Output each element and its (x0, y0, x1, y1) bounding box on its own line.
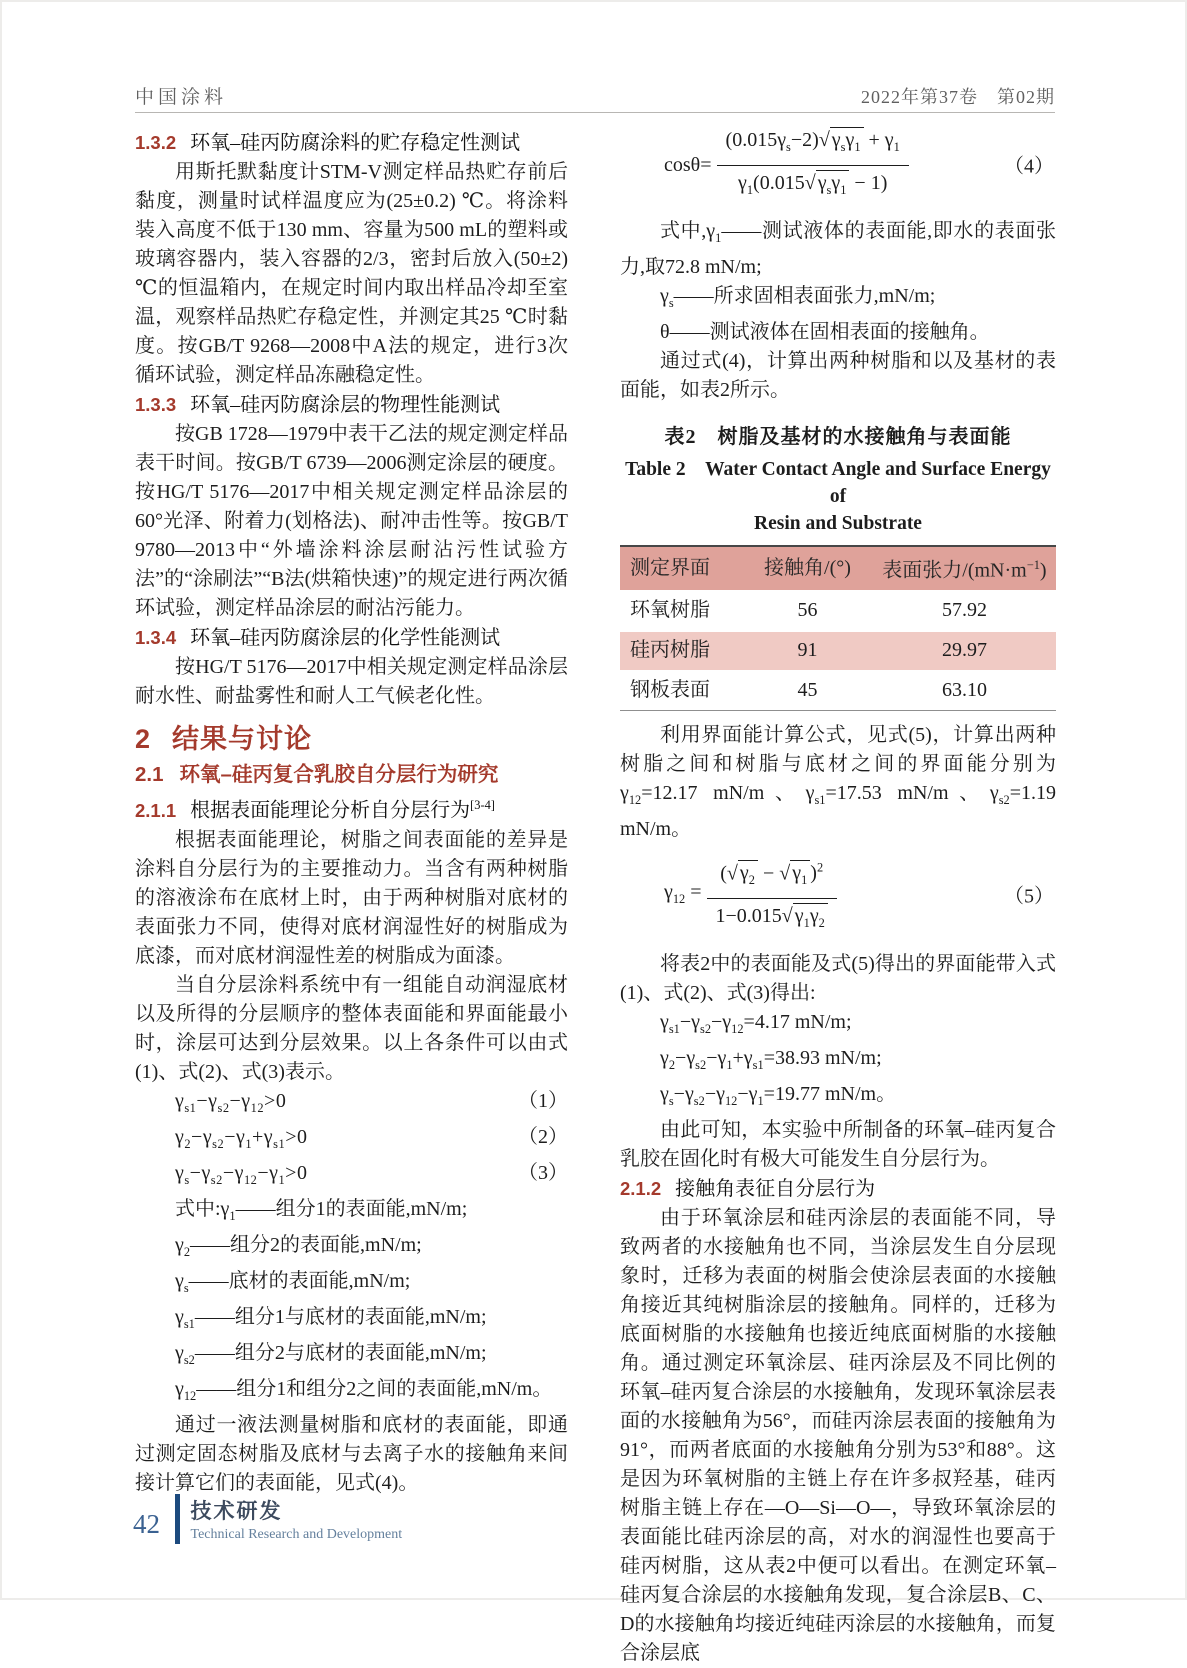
symbol-definition: $\gamma_{s2}——$组分2与底材的表面能,mN/m; (175, 1341, 487, 1367)
paragraph-one-liquid-method: 通过一液法测量树脂和底材的表面能，即通过测定固态树脂及底材与去离子水的接触角来间接计算它们的表面能，见式(4)。 (135, 1413, 568, 1494)
table-title-en-line1: Table 2 Water Contact Angle and Surface Energy of (625, 459, 1051, 507)
paragraph-conclusion-selfstratify: 由此可知，本实验中所制备的环氧–硅丙复合乳胶在固化时有极大可能发生自分层行为。 (620, 1119, 1056, 1171)
fraction-numerator (707, 854, 837, 900)
equation-5 (620, 844, 1056, 951)
issue-info: 2022年第37卷 第02期 (861, 87, 1055, 107)
paragraph-storage-stability: 用斯托默黏度计STM-V测定样品热贮存前后黏度，测量时试样温度应为(25±0.2) ℃。将涂料装入高度不低于130 mm、容量为500 mL的塑料或玻璃容器内，装入容器的2/3，密封后放入(50±2) ℃的恒温箱内，在规定时间内取出样品冷却至室温，观察样品热贮存稳定性，并测定其25 ℃时黏度。按GB/T 9268—2008中A法的规定，进行3次循环试验，测定样品冻融稳定性。 (135, 161, 568, 386)
paragraph-interfacial-energy: 利用界面能计算公式，见式(5)，计算出两种树脂之间和树脂与底材之间的界面能分别为$\gamma_{12}=12.17$ mN/m、$\gamma_{s1}=17.53$ mN/m、$\gamma_{s2}=1.19$ mN/m。 (620, 723, 1057, 840)
section-number: 2 (135, 724, 151, 754)
paragraph-surface-energy-theory: 根据表面能理论，树脂之间表面能的差异是涂料自分层行为的主要推动力。当含有两种树脂的溶液涂布在底材上时，由于两种树脂对底材的表面张力不同，使得对底材润湿性好的树脂成为底漆，而对底材润湿性差的树脂成为面漆。 (135, 828, 568, 967)
paragraph-delamination-conditions: 当自分层涂料系统中有一组能自动润湿底材以及所得的分层顺序的整体表面能和界面能最小时，涂层可达到分层效果。以上各条件可以由式(1)、式(2)、式(3)表示。 (135, 973, 568, 1083)
radicand: $\gamma_s\gamma_1$ (816, 170, 850, 194)
radicand: $\gamma_2$ (738, 860, 758, 884)
section-number: 1.3.2 (135, 132, 177, 153)
fraction-denominator (707, 899, 837, 938)
paragraph-chemical-tests: 按HG/T 5176—2017中相关规定测定样品涂层耐水性、耐盐雾性和耐人工气候老化性。 (135, 656, 568, 707)
term: )$^2$ (810, 860, 824, 885)
section-title: 接触角表征自分层行为 (675, 1178, 876, 1201)
equation-formula: $\gamma_s-\gamma_{s2}-\gamma_{12}-\gamma_1>0$ (175, 1161, 308, 1187)
section-heading-2-1-2 (620, 1174, 1056, 1204)
table-row (620, 671, 1056, 711)
section-title: 环氧–硅丙防腐涂层的物理性能测试 (190, 394, 501, 416)
cell-interface: 钢板表面 (630, 679, 710, 702)
section-title: 环氧–硅丙复合乳胶自分层行为研究 (179, 763, 499, 786)
col-header-surface-tension: 表面张力$/(mN\cdot m^{-1})$ (873, 546, 1056, 591)
table-header-row (620, 546, 1056, 591)
square-root: √ $\gamma_s\gamma_1$ (819, 127, 864, 151)
symbol-definition: 式中$:\gamma_1——$组分1的表面能,mN/m; (175, 1197, 468, 1223)
result-equation: $\gamma_2-\gamma_{s2}-\gamma_1+\gamma_{s1}=38.93$ mN/m; (660, 1047, 882, 1073)
cell-angle: 45 (797, 679, 818, 702)
fraction (707, 854, 837, 939)
equation-lhs: $\gamma_{12}$ = (664, 880, 702, 906)
cell-tension: 29.97 (873, 631, 1056, 671)
footer-section-en: Technical Research and Development (190, 1527, 403, 1542)
section-number: 1.3.4 (135, 627, 177, 648)
symbol-definition: $\gamma_s——$所求固相表面张力,mN/m; (660, 285, 936, 310)
paragraph-substitution-intro: 将表2中的表面能及式(5)得出的界面能带入式(1)、式(2)、式(3)得出: (620, 953, 1056, 1005)
symbol-definition: 式中$,\gamma_1——$测试液体的表面能,即水的表面张力,取72.8 mN/m; (620, 220, 1057, 278)
equation-formula: $\gamma_2-\gamma_{s2}-\gamma_1+\gamma_{s1}>0$ (175, 1125, 308, 1151)
equation-number: （4） (1004, 155, 1054, 177)
cell-interface: 硅丙树脂 (620, 631, 742, 671)
equation-4 (620, 116, 1056, 217)
symbol-definition: $\gamma_{12}——$组分1和组分2之间的表面能,mN/m。 (175, 1377, 553, 1403)
page-footer (133, 1494, 402, 1544)
section-number: 2.1 (135, 763, 164, 786)
symbol-definition: θ——测试液体在固相表面的接触角。 (660, 321, 990, 343)
radicand: $\gamma_1\gamma_2$ (793, 903, 828, 927)
contact-angle-table (620, 545, 1056, 711)
equation-formula (664, 854, 842, 939)
square-root: √ $\gamma_s\gamma_1$ (805, 170, 850, 194)
section-heading-2-1-1 (135, 791, 568, 826)
table2-block (620, 423, 1056, 711)
cell-interface: 环氧树脂 (630, 599, 710, 622)
section-number: 2.1.2 (620, 1178, 662, 1200)
equation-number: （2） (518, 1125, 568, 1148)
cell-tension: 57.92 (941, 599, 987, 622)
footer-section-label (191, 1495, 403, 1543)
square-root: √ $\gamma_2$ (727, 860, 758, 884)
fraction (717, 126, 909, 205)
section-title: 根据表面能理论分析自分层行为[3-4] (190, 798, 495, 822)
footer-section-cn: 技术研发 (190, 1500, 283, 1523)
section-number: 2.1.1 (135, 799, 177, 821)
equation-number: （3） (518, 1161, 568, 1184)
section-title: 环氧–硅丙防腐涂层的化学性能测试 (190, 627, 501, 649)
term: − 1) (849, 172, 888, 194)
col-header-interface: 测定界面 (620, 546, 742, 591)
term: − (757, 862, 780, 885)
section-heading-1-3-4 (135, 623, 568, 653)
table-row (620, 591, 1056, 631)
equation-number: （1） (518, 1089, 568, 1112)
left-column (135, 128, 568, 1498)
fraction-denominator (717, 166, 909, 205)
paragraph-contact-angle-characterization: 由于环氧涂层和硅丙涂层的表面能不同，导致两者的水接触角也不同，当涂层发生自分层现象时，迁移为表面的树脂会使涂层表面的水接触角接近其纯树脂涂层的接触角。同样的，迁移为底面树脂的水接触角也接近纯底面树脂的水接触角。通过测定环氧涂层、硅丙涂层及不同比例的环氧–硅丙复合涂层的水接触角，发现环氧涂层表面的水接触角为56°，而硅丙涂层表面的接触角为91°，而两者底面的水接触角分别为53°和88°。这是因为环氧树脂的主链上存在许多叔羟基，硅丙树脂主链上存在—O—Si—O—，导致环氧涂层的表面能比硅丙涂层的高，对水的润湿性也要高于硅丙树脂，这从表2中便可以看出。在测定环氧–硅丙复合涂层的水接触角发现，复合涂层B、C、D的水接触角均接近纯硅丙涂层的水接触角，而复合涂层底 (620, 1207, 1056, 1665)
section-heading-1-3-3 (135, 390, 568, 420)
col-header-contact-angle: 接触角/(°) (742, 546, 873, 591)
term: ( (720, 862, 727, 885)
result-equation: $\gamma_{s1}-\gamma_{s2}-\gamma_{12}=4.17$ mN/m; (660, 1011, 852, 1037)
term: 1−0.015 (715, 905, 782, 928)
paragraph-physical-tests: 按GB 1728—1979中表干乙法的规定测定样品表干时间。按GB/T 6739—2006测定涂层的硬度。按HG/T 5176—2017中相关规定测定样品涂层的60°光泽、附着力(划格法)、耐冲击性等。按GB/T 9780—2013中“外墙涂料涂层耐沾污性试验方法”的“涂刷法”“B法(烘箱快速)”的规定进行两次循环试验，测定样品涂层的耐沾污能力。 (135, 423, 568, 619)
section-number: 1.3.3 (135, 394, 177, 415)
equation-formula (664, 126, 914, 205)
square-root: √ $\gamma_1\gamma_2$ (782, 903, 828, 927)
term: $\gamma_1(0.015$ (738, 172, 805, 197)
equation-lhs: cosθ= (664, 154, 712, 176)
equation-1 (135, 1087, 568, 1123)
result-equation: $\gamma_s-\gamma_{s2}-\gamma_{12}-\gamma_1=19.77$ mN/m。 (660, 1083, 897, 1109)
cell-angle: 56 (797, 599, 818, 622)
section-heading-1-3-2 (135, 128, 568, 158)
table-row (620, 631, 1056, 671)
equation-3 (135, 1159, 568, 1195)
section-title: 结果与讨论 (172, 724, 313, 754)
equation-number: （5） (1004, 885, 1054, 908)
fraction-numerator (717, 126, 909, 166)
footer-divider-bar (175, 1494, 180, 1544)
cell-angle: 91 (742, 631, 873, 671)
header-rule (135, 112, 1055, 113)
paragraph-table2-intro: 通过式(4)，计算出两种树脂和以及基材的表面能，如表2所示。 (620, 350, 1056, 401)
section-heading-2 (135, 725, 568, 754)
table-title-cn: 表2 树脂及基材的水接触角与表面能 (664, 426, 1012, 448)
table-title-en (620, 456, 1056, 537)
section-title: 环氧–硅丙防腐涂料的贮存稳定性测试 (190, 132, 521, 154)
cell-tension: 63.10 (941, 679, 987, 702)
page-header (135, 82, 1055, 109)
table-title-en-line2: Resin and Substrate (754, 513, 922, 534)
square-root: √ $\gamma_1$ (779, 860, 810, 884)
right-column (620, 116, 1056, 1668)
term: $(0.015\gamma_s-2)$ (725, 129, 819, 154)
symbol-definition: $\gamma_s——$底材的表面能,mN/m; (175, 1269, 411, 1295)
symbol-definition: $\gamma_2——$组分2的表面能,mN/m; (175, 1233, 422, 1259)
page-number: 42 (133, 1508, 160, 1539)
equation-2 (135, 1123, 568, 1159)
term: + $\gamma_1$ (863, 129, 900, 154)
radicand: $\gamma_s\gamma_1$ (830, 127, 864, 151)
symbol-definition: $\gamma_{s1}——$组分1与底材的表面能,mN/m; (175, 1305, 487, 1331)
equation-formula: $\gamma_{s1}-\gamma_{s2}-\gamma_{12}>0$ (175, 1089, 287, 1115)
journal-name: 中国涂料 (135, 87, 228, 108)
section-heading-2-1 (135, 760, 568, 789)
radicand: $\gamma_1$ (790, 860, 810, 884)
